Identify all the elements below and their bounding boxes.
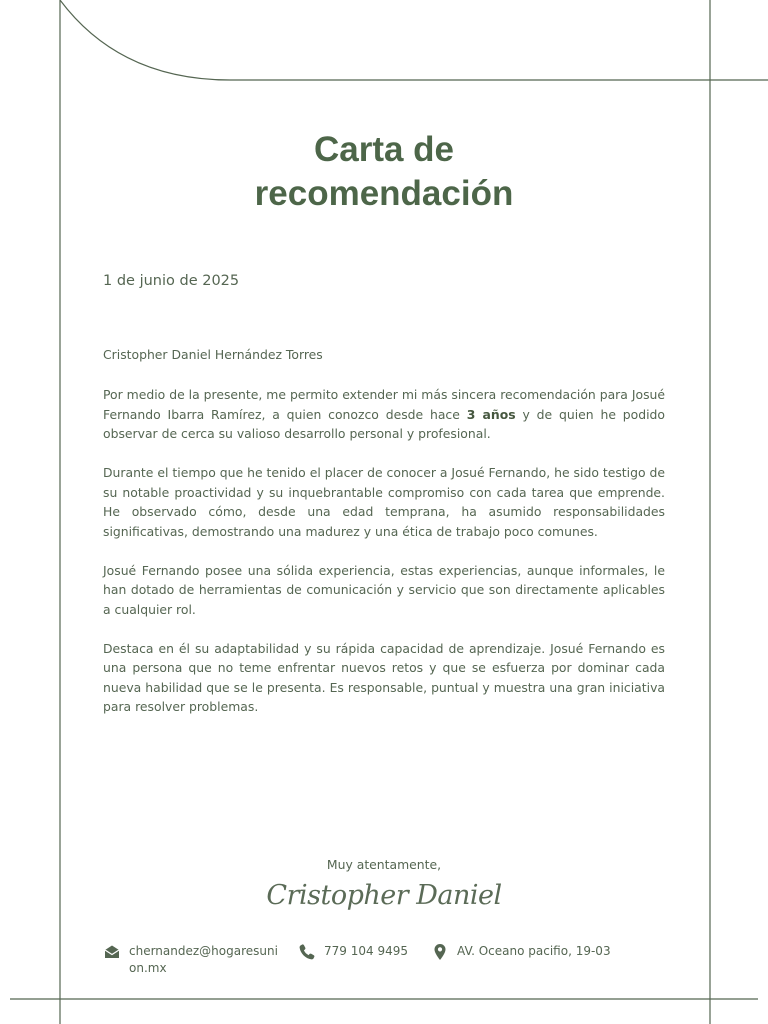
paragraph-1-start: Por medio de la presente, me permito extender mi más sincera recomendación para Josué Fernando Ibarra Ramírez, a quien conozco desde hace: [103, 387, 665, 422]
letter-body: [103, 385, 665, 736]
paragraph-3: Josué Fernando posee una sólida experiencia, estas experiencias, aunque informales, le han dotado de herramientas de comunicación y servicio que son directamente aplicables a cualquier rol.: [103, 562, 665, 617]
envelope-icon: [103, 943, 121, 961]
page-title: [0, 128, 768, 216]
title-line-1: Carta de: [313, 130, 455, 169]
contact-address[interactable]: [431, 943, 611, 961]
contact-email[interactable]: [103, 943, 279, 976]
email-text: chernandez@hogaresunion.mx: [129, 944, 278, 975]
closing-text: Muy atentamente,: [326, 857, 442, 872]
signature: Cristopher Daniel: [266, 880, 502, 911]
address-text: AV. Oceano pacifio, 19-03: [457, 944, 611, 958]
contact-phone[interactable]: [298, 943, 408, 961]
letter-date: 1 de junio de 2025: [103, 273, 240, 289]
phone-icon: [298, 943, 316, 961]
paragraph-1: [103, 385, 665, 444]
title-line-2: recomendación: [254, 174, 514, 213]
paragraph-4: Destaca en él su adaptabilidad y su rápida capacidad de aprendizaje. Josué Fernando es una persona que no teme enfrentar nuevos retos y que se esfuerza por dominar cada nueva habilidad que se le presenta. Es responsable, puntual y muestra una gran iniciativa para resolver problemas.: [103, 640, 665, 714]
top-curve-line: [60, 0, 768, 80]
recipient-name: Cristopher Daniel Hernández Torres: [103, 347, 323, 362]
paragraph-1-highlight: 3 años: [466, 406, 516, 422]
paragraph-2: Durante el tiempo que he tenido el placer de conocer a Josué Fernando, he sido testigo de su notable proactividad y su inquebrantable compromiso con cada tarea que emprende. He observado cómo, desde una edad temprana, ha asumido responsabilidades significativas, demostrando una madurez y una ética de trabajo poco comunes.: [103, 465, 665, 539]
location-pin-icon: [431, 943, 449, 961]
phone-text: 779 104 9495: [324, 944, 408, 958]
paragraph-1-end: y de quien he podido observar de cerca su valioso desarrollo personal y profesional.: [103, 406, 665, 441]
